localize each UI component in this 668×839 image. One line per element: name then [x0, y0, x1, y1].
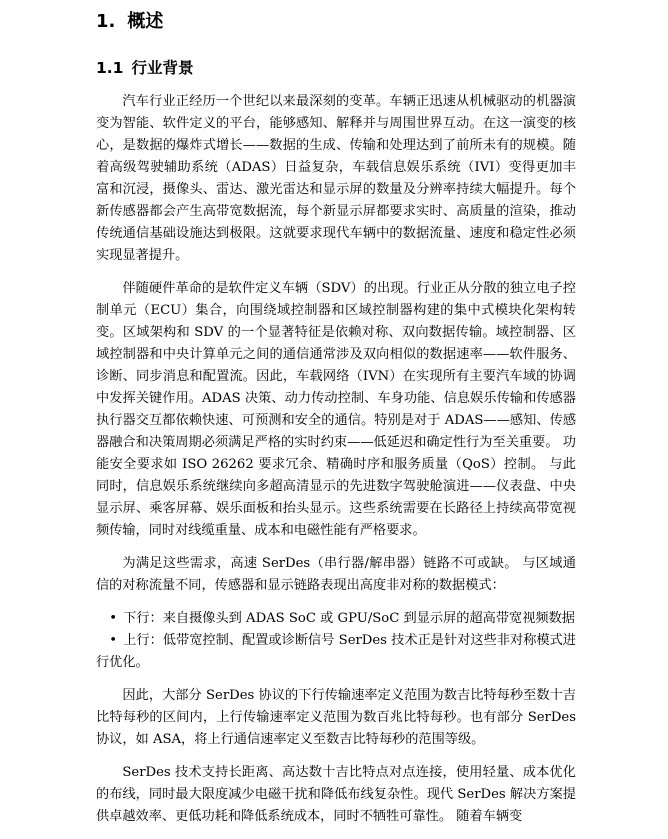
section-title: 概述 — [127, 11, 164, 32]
paragraph: 伴随硬件革命的是软件定义车辆（SDV）的出现。行业正从分散的独立电子控制单元（ECU）集合，向围绕域控制器和区域控制器构建的集中式模块化架构转变。区域架构和 SDV 的一个显著特征是依赖对称、双向数据传输。域控制器、区域控制器和中央计算单元之间的通信通常涉及双向相似的数据速率——软件服务、诊断、同步消息和配置流。因此，车载网络（IVN）在实现所有主要汽车域的协调中发挥关键作用。ADAS 决策、动力传动控制、车身功能、信息娱乐传输和传感器执行器交互都依赖快速、可预测和安全的通信。特别是对于 ADAS——感知、传感器融合和决策周期必须满足严格的实时约束——低延迟和确定性行为至关重要。 功能安全要求如 ISO 26262 要求冗余、精确时序和服务质量（QoS）控制。 与此同时，信息娱乐系统继续向多超高清显示的先进数字驾驶舱演进——仪表盘、中央显示屏、乘客屏幕、娱乐面板和抬头显示。这些系统需要在长路径上持续高带宽视频传输，同时对线缆重量、成本和电磁性能有严格要求。 — [96, 281, 576, 538]
list-item-text: 上行：低带宽控制、配置或诊断信号 SerDes 技术正是针对这些非对称模式进行优化。 — [96, 633, 576, 670]
paragraph: 因此，大部分 SerDes 协议的下行传输速率定义范围为数吉比特每秒至数十吉比特每秒的区间内，上行传输速率定义范围为数百兆比特每秒。也有部分 SerDes 协议，如 ASA，将上行通信速率定义至数吉比特每秒的范围等级。 — [96, 688, 576, 747]
subsection-heading — [96, 55, 193, 81]
subsection-number: 1.1 — [96, 59, 124, 77]
paragraph: SerDes 技术支持长距离、高达数十吉比特点对点连接，使用轻量、成本优化的布线，同时最大限度减少电磁干扰和降低布线复杂性。现代 SerDes 解决方案提供卓越效率、更低功耗和降低系统成本，同时不牺牲可靠性。 随着车辆变 — [96, 765, 576, 824]
paragraph: 为满足这些需求，高速 SerDes（串行器/解串器）链路不可或缺。 与区域通信的对称流量不同，传感器和显示链路表现出高度非对称的数据模式： — [96, 556, 576, 593]
bullet-marker: • — [109, 633, 117, 648]
list-item — [96, 608, 576, 630]
subsection-title: 行业背景 — [131, 59, 194, 77]
paragraph: 汽车行业正经历一个世纪以来最深刻的变革。车辆正迅速从机械驱动的机器演变为智能、软件定义的平台，能够感知、解释并与周围世界互动。在这一演变的核心，是数据的爆炸式增长——数据的生成、传输和处理达到了前所未有的规模。随着高级驾驶辅助系统（ADAS）日益复杂，车载信息娱乐系统（IVI）变得更加丰富和沉浸，摄像头、雷达、激光雷达和显示屏的数量及分辨率持续大幅提升。每个新传感器都会产生高带宽数据流，每个新显示屏都要求实时、高质量的渲染，推动传统通信基础设施达到极限。这就要求现代车辆中的数据流量、速度和稳定性必须实现显著提升。 — [96, 94, 576, 263]
bullet-marker: • — [109, 611, 117, 626]
list-item-text: 下行：来自摄像头到 ADAS SoC 或 GPU/SoC 到显示屏的超高带宽视频数据 — [123, 611, 575, 626]
document-body — [96, 91, 576, 839]
section-number: 1. — [96, 11, 116, 32]
bullet-list — [96, 608, 576, 674]
list-item — [96, 630, 576, 674]
section-heading — [96, 8, 163, 36]
